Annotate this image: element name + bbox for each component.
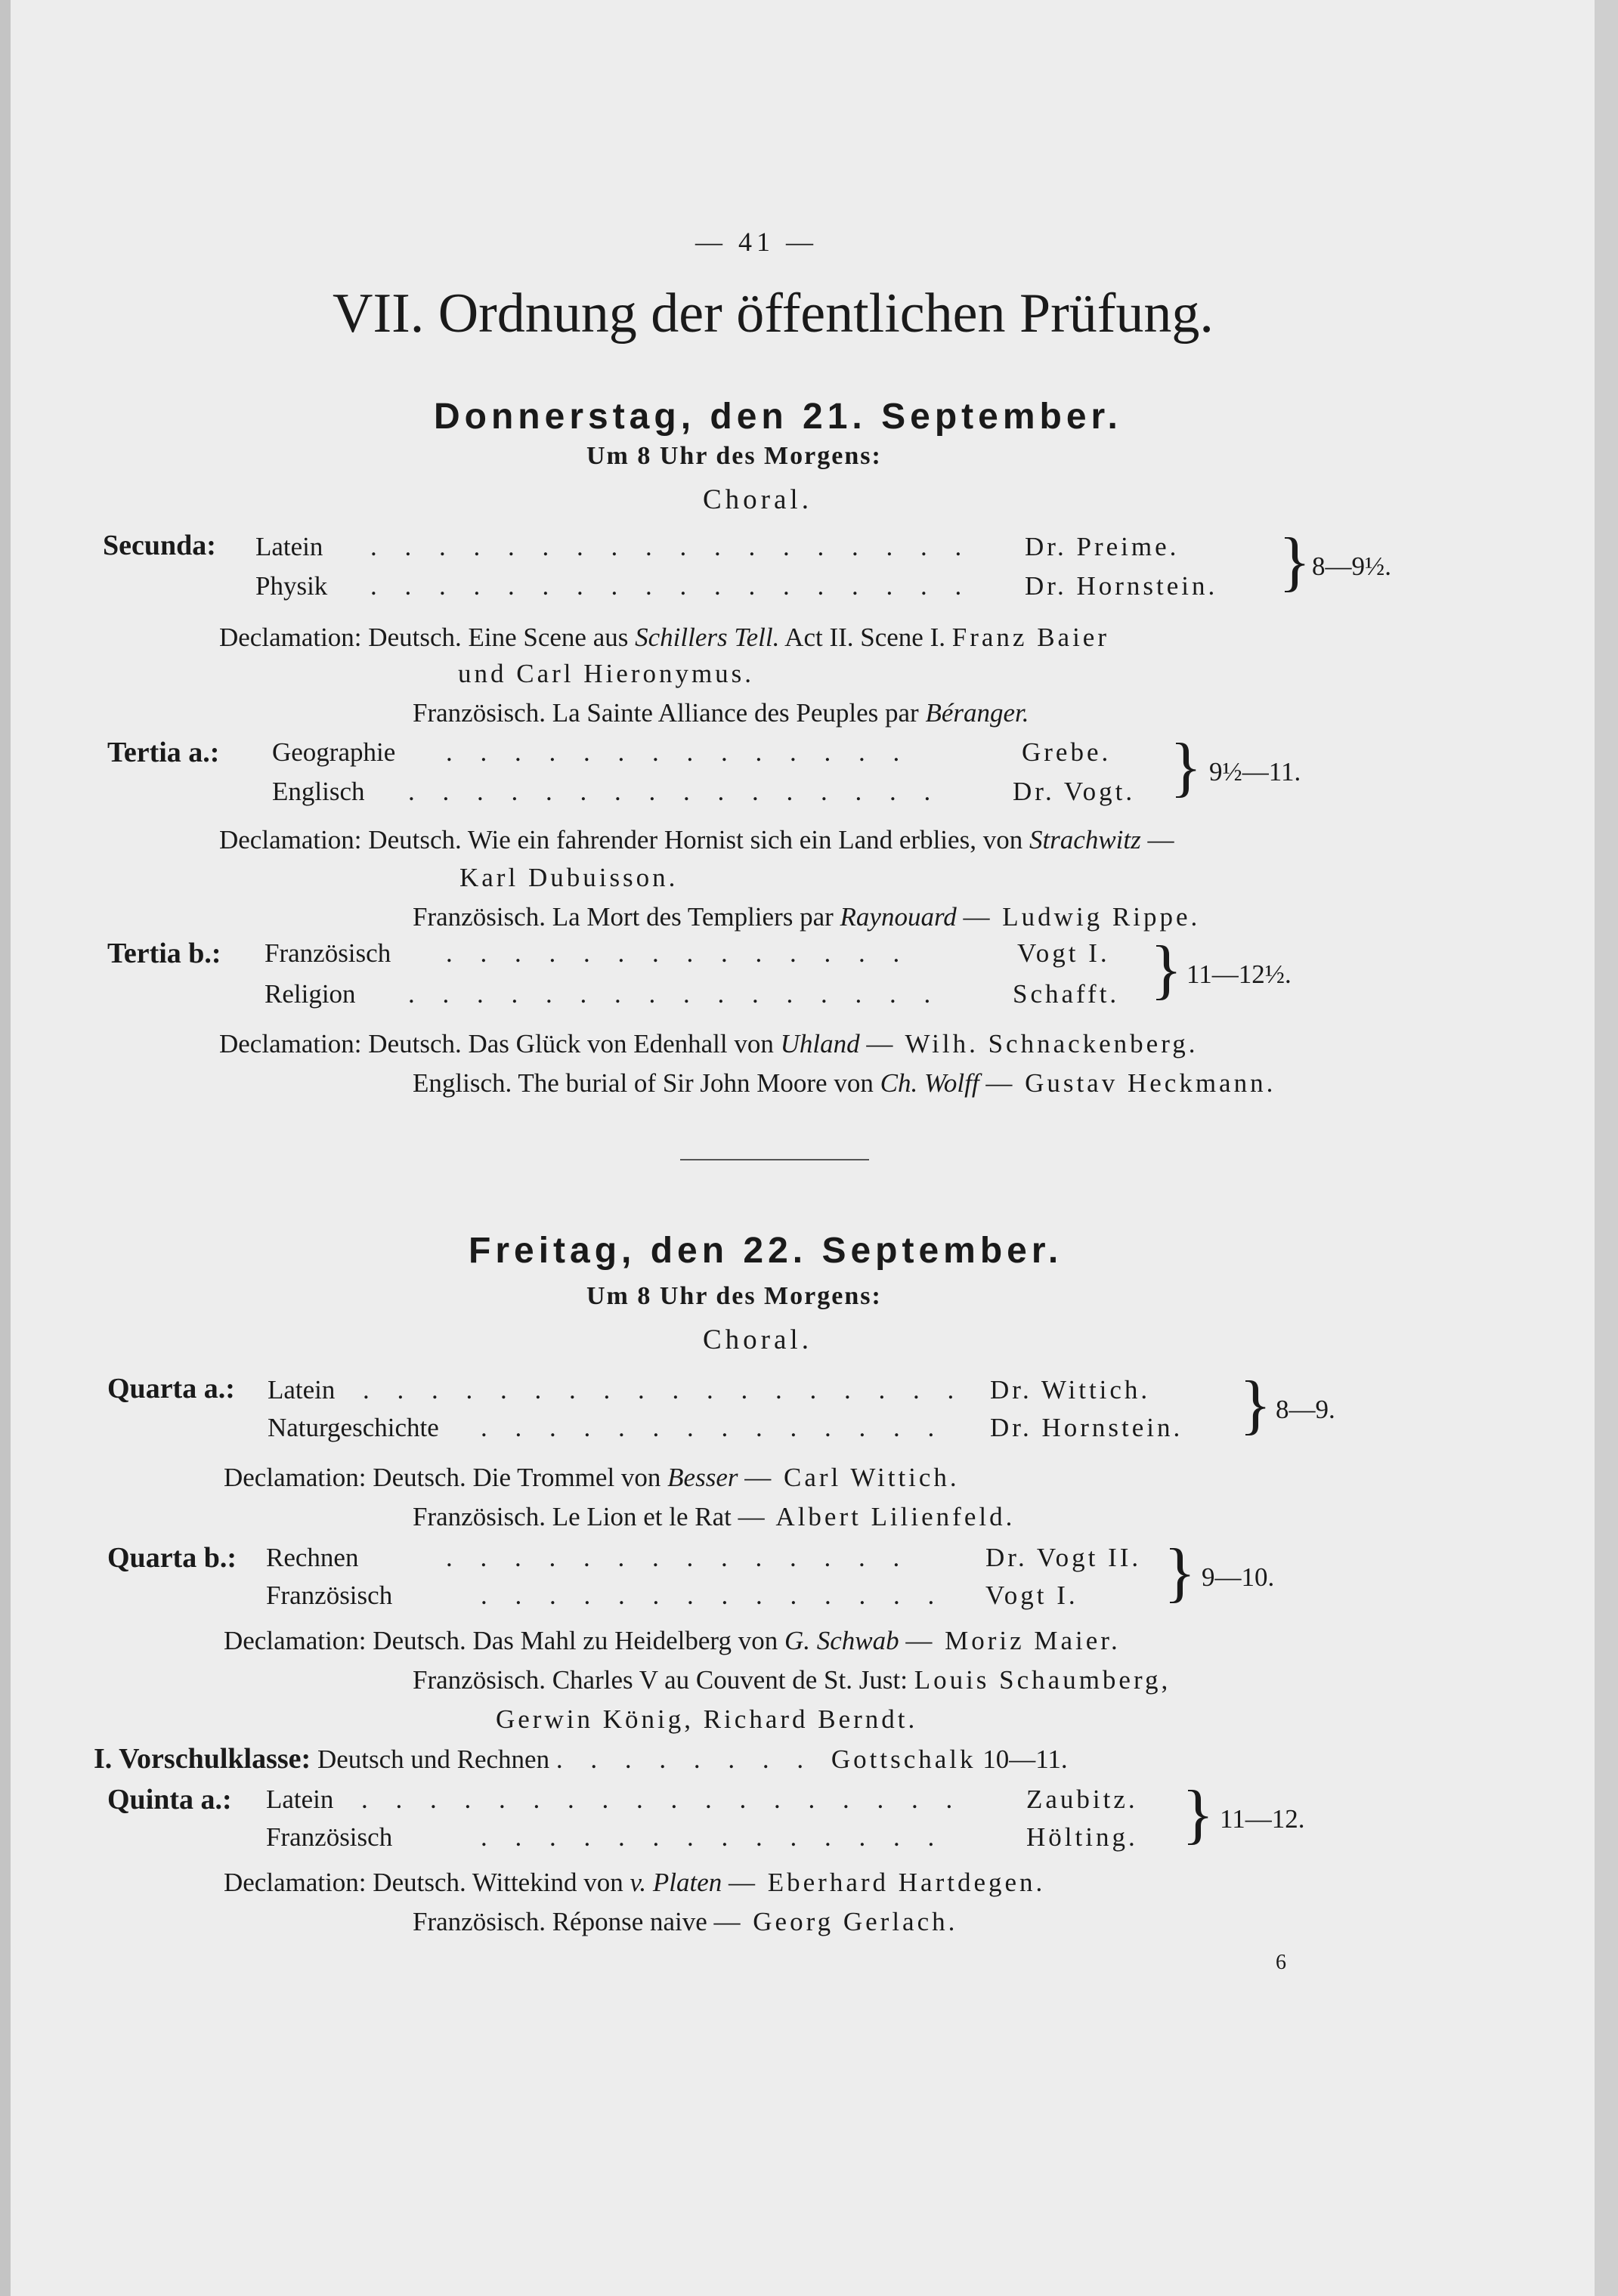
dot-leader: . . . . . . . . . . . . . . . . . . bbox=[370, 571, 973, 601]
dot-leader: . . . . . . . . . . . . . . bbox=[481, 1822, 945, 1852]
secunda-teacher-2: Dr. Hornstein. bbox=[1025, 571, 1218, 601]
tertia-b-declamation-2: Englisch. The burial of Sir John Moore von Ch. Wolff — Gustav Heckmann. bbox=[413, 1068, 1276, 1098]
day1-time: Um 8 Uhr des Morgens: bbox=[586, 442, 882, 470]
secunda-teacher-1: Dr. Preime. bbox=[1025, 532, 1180, 561]
page-edge bbox=[1595, 0, 1618, 2296]
section-divider bbox=[680, 1159, 869, 1160]
tertia-a-declamation-2: Französisch. La Mort des Templiers par Raynouard — Ludwig Rippe. bbox=[413, 902, 1201, 932]
tertia-a-declamation-1-name: Karl Dubuisson. bbox=[459, 863, 679, 892]
quinta-a-time: 11—12. bbox=[1220, 1804, 1305, 1834]
brace-icon: } bbox=[1182, 1778, 1214, 1851]
dot-leader: . . . . . . . . . . . . . . . . . . bbox=[370, 532, 973, 561]
signature-mark: 6 bbox=[1276, 1951, 1286, 1974]
brace-icon: } bbox=[1150, 933, 1183, 1006]
secunda-subject-1: Latein bbox=[255, 532, 323, 561]
brace-icon: } bbox=[1279, 525, 1311, 598]
dot-leader: . . . . . . . . . . . . . . bbox=[446, 737, 911, 767]
quarta-b-time: 9—10. bbox=[1202, 1562, 1275, 1592]
secunda-time: 8—9½. bbox=[1312, 552, 1391, 581]
tertia-a-teacher-2: Dr. Vogt. bbox=[1013, 777, 1136, 806]
day1-choral: Choral. bbox=[703, 484, 812, 515]
quinta-a-teacher-1: Zaubitz. bbox=[1026, 1785, 1138, 1814]
quarta-b-teacher-1: Dr. Vogt II. bbox=[985, 1543, 1142, 1572]
quarta-a-class: Quarta a.: bbox=[107, 1373, 235, 1404]
day1-heading: Donnerstag, den 21. September. bbox=[434, 397, 1122, 437]
brace-icon: } bbox=[1164, 1536, 1196, 1609]
page-number: — 41 — bbox=[695, 227, 818, 257]
quarta-b-declamation-1: Declamation: Deutsch. Das Mahl zu Heidelberg von G. Schwab — Moriz Maier. bbox=[224, 1626, 1121, 1655]
dot-leader: . . . . . . . . . . . . . . bbox=[481, 1413, 945, 1442]
secunda-declamation-1-names: und Carl Hieronymus. bbox=[458, 659, 755, 688]
quinta-a-subject-2: Französisch bbox=[266, 1822, 393, 1852]
dot-leader: . . . . . . . . . . . . . . . . bbox=[408, 979, 942, 1009]
vorschulklasse-row: I. Vorschulklasse: Deutsch und Rechnen . . . . . . . . Gottschalk 10—11. bbox=[94, 1743, 1068, 1775]
tertia-b-declamation-1: Declamation: Deutsch. Das Glück von Edenhall von Uhland — Wilh. Schnackenberg. bbox=[219, 1029, 1199, 1058]
quarta-a-declamation-1: Declamation: Deutsch. Die Trommel von Besser — Carl Wittich. bbox=[224, 1463, 960, 1492]
quarta-b-declamation-2: Französisch. Charles V au Couvent de St. Just: Louis Schaumberg, bbox=[413, 1665, 1171, 1695]
quinta-a-teacher-2: Hölting. bbox=[1026, 1822, 1138, 1852]
quarta-a-teacher-2: Dr. Hornstein. bbox=[990, 1413, 1183, 1442]
quarta-a-declamation-2: Französisch. Le Lion et le Rat — Albert Lilienfeld. bbox=[413, 1502, 1016, 1531]
tertia-a-subject-1: Geographie bbox=[272, 737, 396, 767]
tertia-b-subject-2: Religion bbox=[265, 979, 356, 1009]
tertia-a-class: Tertia a.: bbox=[107, 737, 220, 768]
tertia-b-teacher-1: Vogt I. bbox=[1017, 938, 1110, 968]
quarta-a-time: 8—9. bbox=[1276, 1395, 1335, 1424]
tertia-a-subject-2: Englisch bbox=[272, 777, 365, 806]
quarta-b-subject-1: Rechnen bbox=[266, 1543, 359, 1572]
day2-heading: Freitag, den 22. September. bbox=[469, 1231, 1063, 1271]
quarta-b-subject-2: Französisch bbox=[266, 1581, 393, 1610]
quarta-b-teacher-2: Vogt I. bbox=[985, 1581, 1078, 1610]
tertia-b-teacher-2: Schafft. bbox=[1013, 979, 1120, 1009]
tertia-a-teacher-1: Grebe. bbox=[1022, 737, 1112, 767]
quarta-a-subject-1: Latein bbox=[268, 1375, 336, 1404]
quarta-b-declamation-2-names: Gerwin König, Richard Berndt. bbox=[496, 1704, 918, 1734]
quinta-a-class: Quinta a.: bbox=[107, 1784, 232, 1815]
dot-leader: . . . . . . . . . . . . . . . . . . bbox=[363, 1375, 965, 1404]
brace-icon: } bbox=[1239, 1368, 1272, 1442]
day2-choral: Choral. bbox=[703, 1324, 812, 1355]
secunda-class: Secunda: bbox=[103, 530, 216, 561]
dot-leader: . . . . . . . . . . . . . . bbox=[481, 1581, 945, 1610]
tertia-b-subject-1: Französisch bbox=[265, 938, 391, 968]
brace-icon: } bbox=[1170, 731, 1202, 804]
dot-leader: . . . . . . . . . . . . . . . . . . bbox=[361, 1785, 964, 1814]
quinta-a-declamation-1: Declamation: Deutsch. Wittekind von v. Platen — Eberhard Hartdegen. bbox=[224, 1868, 1046, 1897]
section-title: VII. Ordnung der öffentlichen Prüfung. bbox=[333, 283, 1214, 345]
quinta-a-subject-1: Latein bbox=[266, 1785, 334, 1814]
quarta-b-class: Quarta b.: bbox=[107, 1542, 237, 1574]
tertia-b-time: 11—12½. bbox=[1186, 959, 1292, 989]
quarta-a-teacher-1: Dr. Wittich. bbox=[990, 1375, 1151, 1404]
tertia-a-declamation-1: Declamation: Deutsch. Wie ein fahrender Hornist sich ein Land erblies, von Strachwitz — bbox=[219, 825, 1174, 854]
quarta-a-subject-2: Naturgeschichte bbox=[268, 1413, 439, 1442]
secunda-declamation-2: Französisch. La Sainte Alliance des Peuples par Béranger. bbox=[413, 698, 1029, 728]
binding-edge bbox=[0, 0, 11, 2296]
secunda-declamation-1: Declamation: Deutsch. Eine Scene aus Schillers Tell. Act II. Scene I. Franz Baier bbox=[219, 623, 1109, 652]
dot-leader: . . . . . . . . . . . . . . bbox=[446, 1543, 911, 1572]
dot-leader: . . . . . . . . . . . . . . . . bbox=[408, 777, 942, 806]
day2-time: Um 8 Uhr des Morgens: bbox=[586, 1282, 882, 1310]
quinta-a-declamation-2: Französisch. Réponse naive — Georg Gerlach. bbox=[413, 1907, 958, 1936]
tertia-b-class: Tertia b.: bbox=[107, 938, 221, 969]
dot-leader: . . . . . . . . . . . . . . bbox=[446, 938, 911, 968]
tertia-a-time: 9½—11. bbox=[1209, 757, 1301, 786]
secunda-subject-2: Physik bbox=[255, 571, 328, 601]
